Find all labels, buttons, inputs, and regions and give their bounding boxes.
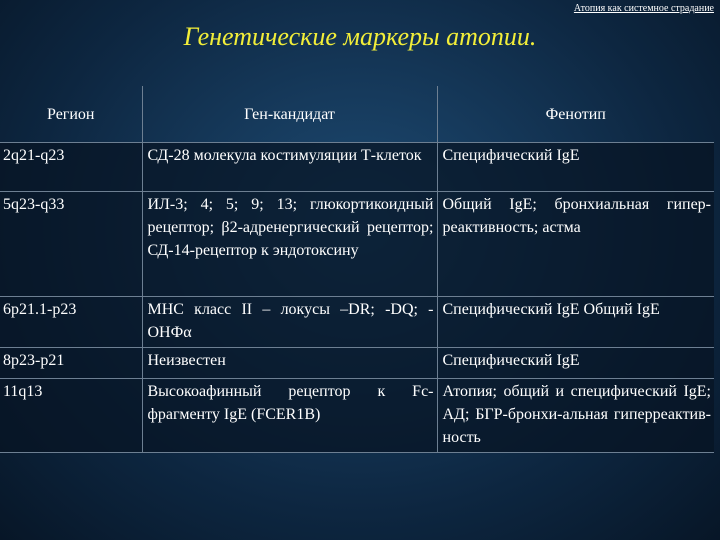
top-link[interactable]: Атопия как системное страдание <box>573 3 714 14</box>
region-cell: 2q21-q23 <box>0 143 142 192</box>
table-row <box>0 348 714 379</box>
region-cell: 6p21.1-p23 <box>0 297 142 348</box>
region-cell: 8p23-p21 <box>0 348 142 379</box>
phenotype-cell: Общий IgE; бронхиальная гипер-реактивность; астма <box>437 192 714 297</box>
phenotype-cell: Специфический IgE Общий IgE <box>437 297 714 348</box>
phenotype-cell: Атопия; общий и специфический IgE; АД; БГР-бронхи-альная гиперреактив-ность <box>437 379 714 453</box>
markers-table <box>0 86 714 453</box>
gene-cell: Неизвестен <box>142 348 437 379</box>
table-row <box>0 297 714 348</box>
gene-cell: СД-28 молекула костимуляции Т-клеток <box>142 143 437 192</box>
column-header-region: Регион <box>0 86 142 143</box>
gene-cell: ИЛ-3; 4; 5; 9; 13; глюкортикоидный рецептор; β2-адренергический рецептор; СД-14-рецептор к эндотоксину <box>142 192 437 297</box>
region-cell: 5q23-q33 <box>0 192 142 297</box>
column-header-gene: Ген-кандидат <box>142 86 437 143</box>
gene-cell: Высокоафинный рецептор к Fc-фрагменту IgE (FCER1B) <box>142 379 437 453</box>
table-row <box>0 379 714 453</box>
table-header-row <box>0 86 714 143</box>
column-header-phenotype: Фенотип <box>437 86 714 143</box>
region-cell: 11q13 <box>0 379 142 453</box>
phenotype-cell: Специфический IgE <box>437 143 714 192</box>
gene-cell: MHC класс II – локусы –DR; -DQ; - ОНФα <box>142 297 437 348</box>
table-row <box>0 192 714 297</box>
page-title: Генетические маркеры атопии. <box>183 22 537 51</box>
phenotype-cell: Специфический IgE <box>437 348 714 379</box>
table-row <box>0 143 714 192</box>
